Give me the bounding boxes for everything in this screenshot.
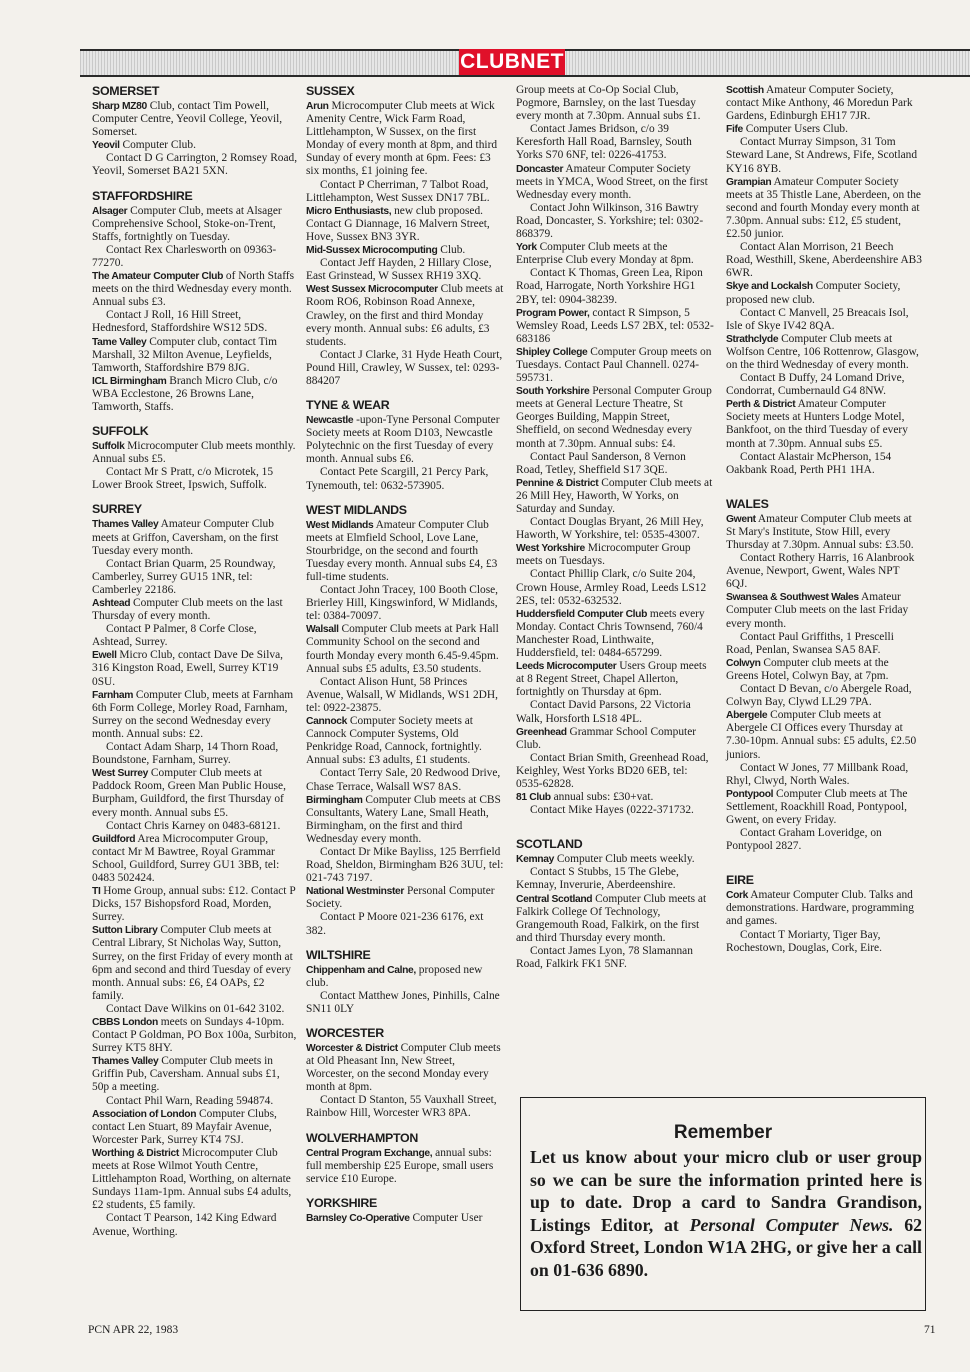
club-details: Personal Computer Society. <box>306 885 495 911</box>
club-entry <box>306 205 504 244</box>
region-heading: SUSSEX <box>306 84 355 98</box>
club-details: Computer Clubs, contact Len Stuart, 89 Mayfair Avenue, Worcester Park, Surrey KT4 7SJ. <box>92 1107 277 1146</box>
club-entry <box>516 241 714 267</box>
club-entry <box>726 123 922 136</box>
contact-line: Contact David Parsons, 22 Victoria Walk, Horsforth LS18 4PL. <box>516 699 691 725</box>
club-name: TI <box>92 886 101 898</box>
club-entry <box>516 893 714 945</box>
remember-box <box>520 1097 926 1311</box>
club-entry <box>92 375 298 414</box>
region-heading: YORKSHIRE <box>306 1195 377 1210</box>
club-name: Doncaster <box>516 163 564 175</box>
club-name: Ewell <box>92 650 117 662</box>
club-name: Worthing & District <box>92 1147 179 1159</box>
club-name: Shipley College <box>516 346 588 358</box>
club-name: Sutton Library <box>92 925 158 937</box>
club-details: Computer club, contact Tim Marshall, 32 Milton Avenue, Leyfields, Tamworth, Staffordshire B79 8JG. <box>92 335 278 374</box>
club-entry <box>516 726 714 752</box>
contact-line: Contact Terry Sale, 20 Redwood Drive, Chase Terrace, Walsall WS7 8AS. <box>306 767 501 793</box>
club-entry <box>306 1212 504 1225</box>
contact-line: Contact W Jones, 77 Millbank Road, Rhyl, Clwyd, North Wales. <box>726 761 909 787</box>
region-heading: TYNE & WEAR <box>306 398 390 413</box>
club-name: Gwent <box>726 513 756 525</box>
issue-date: PCN APR 22, 1983 <box>88 1324 179 1336</box>
club-details: Amateur Computer Club meets at Elmfield School, Love Lane, Stourbridge, on the second and fourth Tuesday every month. Annual subs £4, £3 full-time students. <box>306 518 498 583</box>
club-details: Home Group, annual subs: £12. Contact P Dicks, 157 Bishopsford Road, Morden, Surrey. <box>92 885 296 924</box>
column-3 <box>516 84 714 971</box>
contact-line: Contact Rothery Harris, 16 Alanbrook Avenue, Newport, Gwent, Wales NPT 6QJ. <box>726 552 915 591</box>
contact-line: Contact Phil Warn, Reading 594874. <box>106 1094 274 1107</box>
region-heading: STAFFORDSHIRE <box>92 188 193 203</box>
club-name: Alsager <box>92 205 128 217</box>
contact-line: Contact Rex Charlesworth on 09363-77270. <box>92 243 277 269</box>
club-entry <box>306 244 504 257</box>
club-entry <box>92 1055 298 1094</box>
club-details: Club. <box>437 244 466 257</box>
club-details: Computer club meets at the Greens Hotel, Colwyn Bay, at 7pm. <box>726 656 889 682</box>
club-name: Central Program Exchange, <box>306 1147 433 1159</box>
club-name: Strathclyde <box>726 333 779 345</box>
club-name: 81 Club <box>516 792 551 804</box>
club-name: Huddersfield Computer Club <box>516 608 648 620</box>
contact-line: Contact C Manvell, 25 Breacais Isol, Isle of Skye IV42 8QA. <box>726 306 909 332</box>
contact-line: Contact T Pearson, 142 King Edward Avenue, Worthing. <box>92 1212 277 1238</box>
contact-line: Contact S Stubbs, 15 The Glebe, Kemnay, Inverurie, Aberdeenshire. <box>516 866 679 892</box>
club-entry <box>92 100 298 139</box>
contact-line: Contact J Clarke, 31 Hyde Heath Court, Pound Hill, Crawley, W Sussex, tel: 0293-884207 <box>306 348 503 387</box>
club-name: West Yorkshire <box>516 543 585 555</box>
club-details: Computer Club meets weekly. <box>553 853 695 866</box>
contact-line: Contact K Thomas, Green Lea, Ripon Road, Harrogate, North Yorkshire HG1 2BY, tel: 0904-38239. <box>516 267 703 306</box>
club-details: contact R Simpson, 5 Wemsley Road, Leeds LS7 2BX, tel: 0532-683186 <box>516 306 714 345</box>
club-entry <box>516 163 714 202</box>
club-entry <box>92 518 298 557</box>
club-entry <box>92 649 298 688</box>
club-name: Farnham <box>92 689 134 701</box>
club-entry <box>516 791 714 804</box>
club-details: meets every Monday. Contact Chris Townsend, 760/4 Manchester Road, Linthwaite, Huddersfield, tel: 0484-657299. <box>516 607 705 660</box>
club-name: Kemnay <box>516 854 554 866</box>
contact-line: Contact Dave Wilkins on 01-642 3102. <box>106 1002 285 1015</box>
club-details: Computer Club meets at Paddock Room, Green Man Public House, Burpham, Guildford, the first Thursday of every month. Annual subs £5. <box>92 767 286 819</box>
club-details: Microcomputer Club meets at Rose Wilmot Youth Centre, Littlehampton Road, Worthing, on alternate Sundays 11am-1pm. Annual subs £4 adults, £2 students, £5 family. <box>92 1146 292 1212</box>
page-number: 71 <box>924 1324 936 1336</box>
club-name: Tame Valley <box>92 336 147 348</box>
club-entry <box>306 1042 504 1094</box>
club-name: Leeds Microcomputer <box>516 661 617 673</box>
club-entry <box>92 767 298 819</box>
club-details: new club proposed. Contact G Diannage, 16 Malvern Street, Hove, Sussex BN3 3YR. <box>306 204 490 243</box>
club-name: South Yorkshire <box>516 386 590 398</box>
club-details: Micro Club, contact Dave De Silva, 316 Kingston Road, Ewell, Surrey KT19 0SU. <box>92 649 283 688</box>
club-details: Computer Club meets in Griffin Pub, Caversham. Annual subs £1, 50p a meeting. <box>92 1055 280 1094</box>
club-entry <box>306 1147 504 1186</box>
club-details: Computer Club meets at Old Pheasant Inn, New Street, Worcester, on the second Monday every month at 8pm. <box>306 1042 501 1094</box>
club-name: Yeovil <box>92 140 120 152</box>
club-details: Computer Club meets at CBS Consultants, Watery Lane, Small Heath, Birmingham, on the first and third Wednesday every month. <box>306 793 501 845</box>
club-details: Amateur Computer Society meets in YMCA, Wood Street, on the first Wednesday every month. <box>516 162 708 201</box>
club-entry <box>726 176 922 241</box>
region-heading: EIRE <box>726 873 754 888</box>
club-name: Pontypool <box>726 788 774 800</box>
club-entry <box>726 889 922 928</box>
club-entry <box>306 519 504 584</box>
club-entry <box>516 84 714 123</box>
club-entry <box>306 794 504 846</box>
club-details: Computer Group meets on Tuesdays. Contact Paul Channell. 0274-595731. <box>516 345 712 385</box>
club-details: Computer Club meets at The Settlement, Roackhill Road, Pontypool, Gwent, on every Friday. <box>726 787 908 826</box>
club-name: Mid-Sussex Microcomputing <box>306 245 438 257</box>
club-details: Computer Club meets at Park Hall Community School on the second and fourth Monday every month 6.45-9.45pm. Annual subs £5 adults, £3.50 students. <box>306 623 499 675</box>
contact-line: Contact D Bevan, c/o Abergele Road, Colwyn Bay, Clywd LL29 7PA. <box>726 683 912 709</box>
club-entry <box>516 307 714 346</box>
club-details: Branch Micro Club, c/o WBA Ecclestone, 26 Browns Lane, Tamworth, Staffs. <box>92 374 278 413</box>
club-details: Microcomputer Club meets at Wick Amenity Centre, Wick Farm Road, Littlehampton, W Sussex, on the first Monday of every month at 8pm, and third Sunday of every month at 6pm. Fees: £3 six months, £1 joining fee. <box>306 100 498 178</box>
club-entry <box>726 398 922 450</box>
region-heading: WEST MIDLANDS <box>306 502 407 517</box>
region-heading: WORCESTER <box>306 1026 384 1040</box>
club-name: Abergele <box>726 710 768 722</box>
contact-line: Contact Brian Smith, Greenhead Road, Keighley, West Yorks BD20 6EB, tel: 0535-62828. <box>516 751 709 790</box>
club-entry <box>516 853 714 866</box>
club-details: Group meets at Co-Op Social Club, Pogmore, Barnsley, on the last Tuesday every month at 7.30pm. Annual subs £1. <box>516 84 701 123</box>
club-details: Computer Club meets on the last Thursday of every month. <box>92 597 283 623</box>
club-name: West Surrey <box>92 768 149 780</box>
contact-line: Contact Mike Hayes (0222-371732. <box>530 804 694 817</box>
club-details: Amateur Computer Club meets at St Mary's Institute, Stow Hill, every Thursday at 7.30pm. Annual subs: £3.50. <box>726 512 914 551</box>
club-entry <box>92 597 298 623</box>
club-name: Central Scotland <box>516 893 593 905</box>
column-1 <box>92 84 298 1239</box>
contact-line: Contact J Roll, 16 Hill Street, Hednesford, Staffordshire WS12 5DS. <box>92 309 268 335</box>
club-name: Micro Enthusiasts, <box>306 205 392 217</box>
club-details: Amateur Computer Society, contact Mike Anthony, 46 Moredun Park Gardens, Edinburgh EH17 7JR. <box>726 84 913 123</box>
club-details: annual subs: full membership £25 Europe, small users service £10 Europe. <box>306 1146 494 1185</box>
club-entry <box>306 100 504 179</box>
club-name: Colwyn <box>726 657 761 669</box>
club-entry <box>306 283 504 348</box>
club-name: Pennine & District <box>516 477 599 489</box>
club-entry <box>306 885 504 911</box>
club-name: West Sussex Microcomputer <box>306 284 438 296</box>
region-heading: SUFFOLK <box>92 424 149 439</box>
club-details: Amateur Computer Club. Talks and demonstrations. Hardware, programming and games. <box>726 889 914 928</box>
club-entry <box>306 414 504 466</box>
club-entry <box>516 608 714 660</box>
club-entry <box>516 660 714 699</box>
club-entry <box>92 885 298 924</box>
contact-line: Contact P Palmer, 8 Corfe Close, Ashtead, Surrey. <box>92 623 257 649</box>
club-entry <box>726 657 922 683</box>
contact-line: Contact Alastair McPherson, 154 Oakbank Road, Perth PH1 1HA. <box>726 450 892 476</box>
club-entry <box>92 205 298 244</box>
club-entry <box>92 336 298 375</box>
club-details: Computer Society meets at Cannock Computer Systems, Old Penkridge Road, Cannock, fortnightly. Annual subs: £3 adults, £1 students. <box>306 715 482 767</box>
club-entry <box>516 542 714 568</box>
region-heading: WILTSHIRE <box>306 947 371 962</box>
contact-line: Contact P Moore 021-236 6176, ext 382. <box>306 911 484 937</box>
club-name: Fife <box>726 124 743 136</box>
club-name: Program Power, <box>516 307 590 319</box>
club-entry <box>306 715 504 767</box>
contact-line: Contact Dr Mike Bayliss, 125 Berrfield Road, Sheldon, Birmingham B26 3UU, tel: 021-743 7197. <box>306 845 504 885</box>
club-name: Birmingham <box>306 794 363 806</box>
club-name: ICL Birmingham <box>92 375 167 387</box>
club-details: Computer Society, proposed new club. <box>726 280 901 306</box>
club-name: Association of London <box>92 1108 197 1120</box>
region-heading: WOLVERHAMPTON <box>306 1130 418 1145</box>
club-details: Computer Club meets at the Enterprise Club every Monday at 8pm. <box>516 241 694 267</box>
contact-line: Contact Murray Simpson, 31 Tom Steward Lane, St Andrews, Fife, Scotland KY16 8YB. <box>726 136 918 175</box>
club-details: Club, contact Tim Powell, Computer Centre, Yeovil College, Yeovil, Somerset. <box>92 100 283 139</box>
contact-line: Contact B Duffy, 24 Lomand Drive, Condorrat, Cumbernauld G4 8NW. <box>726 372 905 398</box>
club-name: Arun <box>306 101 329 112</box>
club-entry <box>92 1147 298 1212</box>
club-entry <box>306 964 504 990</box>
club-name: Chippenham and Calne, <box>306 964 416 976</box>
club-name: Newcastle <box>306 415 354 427</box>
club-details: Amateur Computer Club meets at Griffon, Caversham, on the first Tuesday every month. <box>92 518 279 557</box>
remember-text: Let us know about your micro club or user group so we can be sure the information printed here is up to date. Drop a card to Sandra Grandison, Listings Editor, at <box>530 1147 922 1235</box>
club-name: Thames Valley <box>92 519 159 531</box>
club-entry <box>92 270 298 309</box>
club-entry <box>92 1016 298 1055</box>
contact-line: Contact Pete Scargill, 21 Percy Park, Tynemouth, tel: 0632-573905. <box>306 466 489 492</box>
club-details: Amateur Computer Club meets on the last Friday every month. <box>726 591 909 630</box>
club-details: proposed new club. <box>306 963 483 989</box>
contact-line: Contact D Stanton, 55 Vauxhall Street, Rainbow Hill, Worcester WR3 8PA. <box>306 1094 497 1120</box>
club-name: Sharp MZ80 <box>92 101 147 112</box>
club-name: Scottish <box>726 85 764 96</box>
club-details: Computer Users Club. <box>742 123 848 136</box>
region-heading: SOMERSET <box>92 84 160 98</box>
club-name: Guildford <box>92 833 136 845</box>
contact-line: Contact Paul Sanderson, 8 Vernon Road, Tetley, Sheffield S17 3QE. <box>516 450 686 476</box>
contact-line: Contact D G Carrington, 2 Romsey Road, Yeovil, Somerset BA21 5XN. <box>92 152 298 178</box>
club-name: Skye and Lockalsh <box>726 281 813 293</box>
club-entry <box>92 440 298 466</box>
club-name: Greenhead <box>516 726 567 738</box>
club-name: Walsall <box>306 624 339 636</box>
club-details: Computer Club meets at Wolfson Centre, 106 Rottenrow, Glasgow, on the third Wednesday of every month. <box>726 332 919 371</box>
club-details: Amateur Computer Society meets at Hunters Lodge Motel, Bankfoot, on the third Tuesday of every month at 7.30pm. Annual subs £5. <box>726 398 908 450</box>
club-entry <box>726 591 922 630</box>
club-details: Club meets at Room RO6, Robinson Road Annexe, Crawley, on the first and third Monday every month. Annual subs: £6 adults, £3 students. <box>306 283 504 348</box>
contact-line: Contact Mr S Pratt, c/o Microtek, 15 Lower Brook Street, Ipswich, Suffolk. <box>92 466 274 492</box>
remember-address: 62 Oxford Street, London W1A 2HG, or give her a call on 01-636 6890. <box>530 1214 923 1280</box>
region-heading: SURREY <box>92 502 142 517</box>
club-details: -upon-Tyne Personal Computer Society meets at Room D103, Newcastle Polytechnic on the first Tuesday of every month. Annual subs £6. <box>306 414 500 466</box>
column-2 <box>306 84 504 1225</box>
club-details: Microcomputer Club meets monthly. Annual subs £5. <box>92 440 296 466</box>
remember-title: Remember <box>673 1122 773 1143</box>
club-entry <box>306 623 504 675</box>
club-name: West Midlands <box>306 519 374 531</box>
region-heading: SCOTLAND <box>516 837 583 852</box>
club-details: Amateur Computer Society meets at 35 Thistle Lane, Aberdeen, on the second and fourth Monday every month at 7.30pm. Annual subs: £12, £5 student, £2.50 junior. <box>726 175 921 241</box>
contact-line: Contact Douglas Bryant, 26 Mill Hey, Haworth, W Yorkshire, tel: 0535-43007. <box>516 516 704 542</box>
club-details: Computer Club, meets at Alsager Comprehensive School, Stoke-on-Trent, Staffs, fortnightly on Tuesday. <box>92 204 282 243</box>
club-entry <box>516 477 714 516</box>
club-details: Computer Club meets at Central Library, St Nicholas Way, Sutton, Surrey, on the first Friday of every month at 6pm and second and third Tuesday of every month. Annual subs: £6, £4 OAPs, £2 family. <box>92 924 293 1002</box>
club-entry <box>726 788 922 827</box>
club-entry <box>92 139 298 152</box>
remember-body <box>530 1146 922 1282</box>
club-details: meets on Sundays 4-10pm. Contact P Goldman, PO Box 100a, Surbiton, Surrey KT5 8HY. <box>92 1016 297 1055</box>
club-entry <box>726 513 922 552</box>
club-entry <box>516 385 714 450</box>
club-name: Thames Valley <box>92 1056 159 1068</box>
contact-line: Contact James Bridson, c/o 39 Keresforth Hall Road, Barnsley, South Yorks S70 6NF, tel: 0226-41753. <box>516 123 692 162</box>
club-name: Worcester & District <box>306 1043 398 1054</box>
contact-line: Contact Jeff Hayden, 2 Hillary Close, East Grinstead, W Sussex RH19 3XQ. <box>306 257 492 283</box>
club-details: Computer Club meets at Falkirk College Of Technology, Grangemouth Road, Falkirk, on the first and third Thursday every month. <box>516 892 707 944</box>
club-entry <box>726 84 922 123</box>
section-title: CLUBNET <box>460 50 564 73</box>
club-details: Users Group meets at 8 Regent Street, Chapel Allerton, fortnightly on Thursday at 6pm. <box>516 660 707 699</box>
club-entry <box>92 1108 298 1147</box>
club-entry <box>516 346 714 385</box>
club-name: Barnsley Co-Operative <box>306 1212 410 1224</box>
club-name: The Amateur Computer Club <box>92 271 224 283</box>
contact-line: Contact Chris Karney on 0483-68121. <box>106 819 281 832</box>
contact-line: Contact Paul Griffiths, 1 Prescelli Road, Penlan, Swansea SA5 8AF. <box>726 630 894 656</box>
club-name: Suffolk <box>92 441 125 453</box>
contact-line: Contact P Cherriman, 7 Talbot Road, Littlehampton, West Sussex DN17 7BL. <box>306 178 490 204</box>
contact-line: Contact Matthew Jones, Pinhills, Calne SN11 0LY <box>306 989 500 1015</box>
contact-line: Contact Alan Morrison, 21 Beech Road, Westhill, Skene, Aberdeenshire AB3 6WR. <box>726 241 922 280</box>
club-details: Grammar School Computer Club. <box>516 725 697 751</box>
club-details: annual subs: £30+vat. <box>550 791 654 804</box>
club-details: Computer Club. <box>119 139 196 152</box>
club-name: CBBS London <box>92 1017 158 1028</box>
club-name: Ashtead <box>92 598 131 609</box>
publication-name: Personal Computer News. <box>689 1214 894 1235</box>
contact-line: Contact Adam Sharp, 14 Thorn Road, Boundstone, Farnham, Surrey. <box>92 741 279 767</box>
contact-line: Contact Alison Hunt, 58 Princes Avenue, Walsall, W Midlands, WS1 2DH, tel: 0922-23875. <box>306 675 498 714</box>
region-heading: WALES <box>726 496 769 511</box>
club-details: Computer Club, meets at Farnham 6th Form College, Morley Road, Farnham, Surrey on the second Wednesday every month. Annual subs: £2. <box>92 688 294 740</box>
club-name: York <box>516 242 537 254</box>
club-entry <box>726 709 922 761</box>
club-details: Computer Club meets at Abergele CI Offices every Thursday at 7.30-10pm. Annual subs: £5 adults, £2.50 juniors. <box>726 709 917 761</box>
club-entry <box>92 833 298 885</box>
contact-line: Contact John Tracey, 100 Booth Close, Brierley Hill, Kingswinford, W Midlands, tel: 0384-70097. <box>306 584 499 623</box>
club-name: Swansea & Southwest Wales <box>726 592 859 604</box>
club-entry <box>92 689 298 741</box>
club-entry <box>726 333 922 372</box>
club-name: National Westminster <box>306 886 405 898</box>
club-entry <box>726 280 922 306</box>
club-name: Cannock <box>306 716 348 728</box>
club-details: of North Staffs meets on the third Wednesday every month. Annual subs £3. <box>92 270 295 309</box>
club-details: Microcomputer Group meets on Tuesdays. <box>516 542 691 568</box>
contact-line: Contact Phillip Clark, c/o Suite 204, Crown House, Armley Road, Leeds LS12 2ES, tel: 0532-632532. <box>516 568 707 607</box>
club-entry <box>92 924 298 1003</box>
contact-line: Contact Brian Quarm, 25 Roundway, Camberley, Surrey GU15 1NR, tel: Camberley 22186. <box>92 557 276 596</box>
contact-line: Contact James Lyon, 78 Slamannan Road, Falkirk FK1 5NF. <box>516 944 693 970</box>
club-details: Computer User <box>409 1211 483 1224</box>
contact-line: Contact John Wilkinson, 316 Bawtry Road, Doncaster, S. Yorkshire; tel: 0302-868379. <box>516 201 704 241</box>
contact-line: Contact T Moriarty, Tiger Bay, Rochestown, Douglas, Cork, Eire. <box>726 928 882 954</box>
column-4 <box>726 84 922 955</box>
club-name: Grampian <box>726 176 772 188</box>
club-details: Personal Computer Group meets at General Lecture Theatre, St Georges Building, Mappin Street, Sheffield, on second Wednesday every month at 7.30pm. Annual subs: £4. <box>516 385 712 450</box>
club-details: Computer Club meets at 26 Mill Hey, Haworth, W Yorks, on Saturday and Sunday. <box>516 476 713 515</box>
club-details: Area Microcomputer Group, contact Mr M Bawtree, Royal Grammar School, Guildford, Surrey GU1 3BB, tel: 0483 502424. <box>92 832 280 884</box>
contact-line: Contact Graham Loveridge, on Pontypool 2827. <box>726 827 882 853</box>
club-name: Cork <box>726 890 749 902</box>
club-name: Perth & District <box>726 399 796 411</box>
